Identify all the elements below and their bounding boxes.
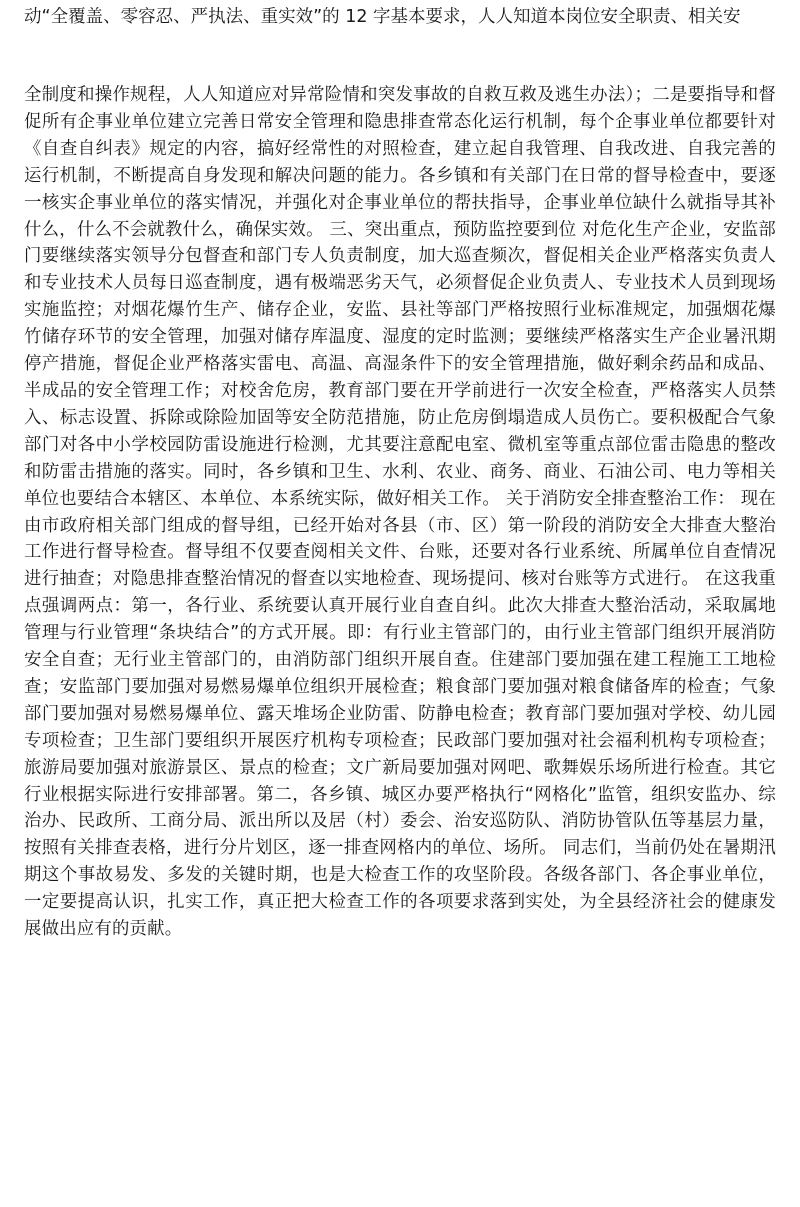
document-first-line: 动“全覆盖、零容忍、严执法、重实效”的 12 字基本要求，人人知道本岗位安全职责、相关安 <box>24 7 741 27</box>
document-body-paragraph: 全制度和操作规程，人人知道应对异常险情和突发事故的自救互救及逃生办法）；二是要指导和督促所有企事业单位建立完善日常安全管理和隐患排查常态化运行机制，每个企事业单位都要针对《自查自纠表》规定的内容，搞好经常性的对照检查，建立起自我管理、自我改进、自我完善的运行机制，不断提高自身发现和解决问题的能力。各乡镇和有关部门在日常的督导检查中，要逐一核实企事业单位的落实情况，并强化对企事业单位的帮扶指导，企事业单位缺什么就指导其补什么，什么不会就教什么，确保实效。 三、突出重点，预防监控要到位 对危化生产企业，安监部门要继续落实领导分包督查和部门专人负责制度，加大巡查频次，督促相关企业严格落实负责人和专业技术人员每日巡查制度，遇有极端恶劣天气，必须督促企业负责人、专业技术人员到现场实施监控；对烟花爆竹生产、储存企业，安监、县社等部门严格按照行业标准规定，加强烟花爆竹储存环节的安全管理，加强对储存库温度、湿度的定时监测；要继续严格落实生产企业暑汛期停产措施，督促企业严格落实雷电、高温、高湿条件下的安全管理措施，做好剩余药品和成品、半成品的安全管理工作；对校舍危房，教育部门要在开学前进行一次安全检查，严格落实人员禁入、标志设置、拆除或除险加固等安全防范措施，防止危房倒塌造成人员伤亡。要积极配合气象部门对各中小学校园防雷设施进行检测，尤其要注意配电室、微机室等重点部位雷击隐患的整改和防雷击措施的落实。同时，各乡镇和卫生、水利、农业、商务、商业、石油公司、电力等相关单位也要结合本辖区、本单位、本系统实际，做好相关工作。 关于消防安全排查整治工作： 现在由市政府相关部门组成的督导组，已经开始对各县（市、区）第一阶段的消防安全大排查大整治工作进行督导检查。督导组不仅要查阅相关文件、台账，还要对各行业系统、所属单位自查情况进行抽查；对隐患排查整治情况的督查以实地检查、现场提问、核对台账等方式进行。 在这我重点强调两点：第一，各行业、系统要认真开展行业自查自纠。此次大排查大整治活动，采取属地管理与行业管理“条块结合”的方式开展。即：有行业主管部门的，由行业主管部门组织开展消防安全自查；无行业主管部门的，由消防部门组织开展自查。住建部门要加强在建工程施工工地检查；安监部门要加强对易燃易爆单位组织开展检查；粮食部门要加强对粮食储备库的检查；气象部门要加强对易燃易爆单位、露天堆场企业防雷、防静电检查；教育部门要加强对学校、幼儿园专项检查；卫生部门要组织开展医疗机构专项检查；民政部门要加强对社会福利机构专项检查；旅游局要加强对旅游景区、景点的检查；文广新局要加强对网吧、歌舞娱乐场所进行检查。其它行业根据实际进行安排部署。第二，各乡镇、城区办要严格执行“网格化”监管，组织安监办、综治办、民政所、工商分局、派出所以及居（村）委会、治安巡防队、消防协管队伍等基层力量，按照有关排查表格，进行分片划区，逐一排查网格内的单位、场所。 同志们，当前仍处在暑期汛期这个事故易发、多发的关键时期，也是大检查工作的攻坚阶段。各级各部门、各企事业单位，一定要提高认识，扎实工作，真正把大检查工作的各项要求落到实处，为全县经济社会的健康发展做出应有的贡献。 <box>24 85 776 940</box>
